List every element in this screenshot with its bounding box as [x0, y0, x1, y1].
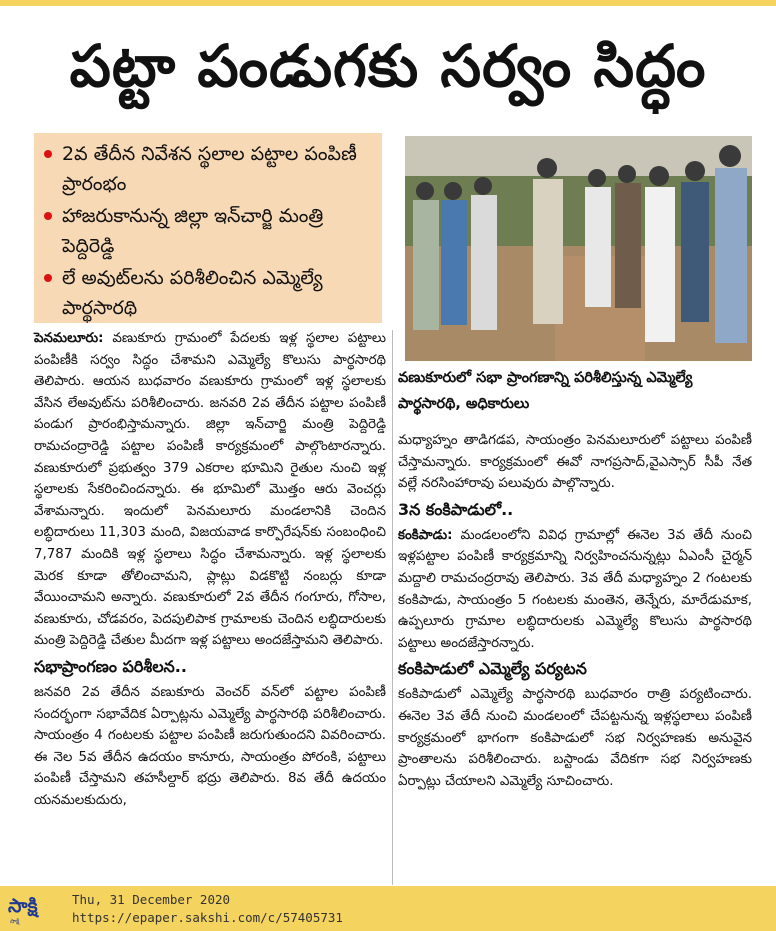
bullet-icon: [44, 212, 52, 220]
subheading: సభాప్రాంగణం పరిశీలన..: [34, 656, 187, 676]
sakshi-logo[interactable]: [6, 890, 62, 926]
bullet-icon: [44, 274, 52, 282]
photo-illustration: [405, 136, 752, 361]
highlight-item: [44, 201, 376, 261]
subheading: 3న కంకిపాడులో..: [398, 499, 514, 519]
footer-bar: [0, 886, 776, 931]
bullet-icon: [44, 150, 52, 158]
article-paragraph: [398, 525, 752, 655]
article-paragraph: జనవరి 2వ తేదీన వణుకూరు వెంచర్ వన్‌లో పట్టాల పంపిణీ సందర్భంగా సభావేదిక ఏర్పాట్లను ఎమ్మెల్యే పార్థసారథి పరిశీలించారు. సాయంత్రం 4 గంటలకు పట్టాల పంపిణీ జరుగుతుందని వివరించారు. ఈ నెల 5వ తేదీన ఉదయం కానూరు, సాయంత్రం పోరంకి, పట్టాలు పంపిణీ చేస్తామని తహసీల్దార్ భద్రు తెలిపారు. 8వ తేదీ ఉదయం యనమలకుదురు,: [34, 684, 386, 808]
column-divider: [392, 330, 393, 885]
news-photo: [405, 136, 752, 361]
highlight-text: లే అవుట్‌లను పరిశీలించిన ఎమ్మెల్యే పార్థసారథి: [62, 267, 323, 319]
subheading: కంకిపాడులో ఎమ్మెల్యే పర్యటన: [398, 659, 587, 679]
top-accent-bar: [0, 0, 776, 6]
paragraph-text: మండలంలోని వివిధ గ్రామాల్లో ఈనెల 3వ తేదీ నుంచి ఇళ్లపట్టాల పంపిణీ కార్యక్రమాన్ని నిర్వహించనున్నట్లు ఏఎంసీ చైర్మన్ మద్దాలి రామచంద్రరావు తెలిపారు. 3వ తేదీ మధ్యాహ్నం 2 గంటలకు కంకిపాడు, సాయంత్రం 5 గంటలకు మంతెన, తెన్నేరు, మారేడుమాక, ఉప్పలూరు గ్రామాల లబ్ధిదారులకు ఎమ్మెల్యే కొలుసు పార్థసారథి పట్టాలు అందజేస్తారన్నారు.: [398, 527, 752, 651]
headline: పట్టా పండుగకు సర్వం సిద్ధం: [69, 32, 707, 100]
article-column-right: [398, 430, 752, 794]
edition-date: Thu, 31 December 2020: [72, 892, 231, 907]
dateline: పెనమలూరు:: [34, 331, 104, 346]
highlight-item: [44, 263, 376, 323]
article-paragraph: కంకిపాడులో ఎమ్మెల్యే పార్థసారథి బుధవారం రాత్రి పర్యటించారు. ఈనెల 3వ తేదీ నుంచి మండలంలో చేపట్టనున్న ఇళ్లస్థలాలు పంపిణీ కార్యక్రమంలో భాగంగా కంకిపాడులో సభ నిర్వహణకు అనువైన ప్రాంతాలను పరిశీలించారు. బస్టాండు వేదికగా సభ నిర్వహణకు ఏర్పాట్లు చేయాలని ఎమ్మెల్యే సూచించారు.: [398, 687, 752, 789]
paragraph-text: వణుకూరు గ్రామంలో పేదలకు ఇళ్ల స్థలాల పట్టాలు పంపిణీకి సర్వం సిద్ధం చేశామని ఎమ్మెల్యే కొలుసు పార్థసారథి తెలిపారు. ఆయన బుధవారం వణుకూరు గ్రామంలో ఇళ్ల స్థలాలకు వేసిన లేఅవుట్‌ను పరిశీలించారు. జనవరి 2వ తేదీన పట్టాల పంపిణీ పండుగ ప్రారంభిస్తామన్నారు. జిల్లా ఇన్‌చార్జి మంత్రి పెద్దిరెడ్డి రామచంద్రారెడ్డి పట్టాల పంపిణీ కార్యక్రమంలో పాల్గొంటారన్నారు. వణుకూరులో ప్రభుత్వం 379 ఎకరాల భూమిని రైతుల నుంచి ఇళ్ల స్థలాలకు సేకరించిందన్నారు. ఈ భూమిలో మొత్తం ఆరు వెంచర్లు వేశామన్నారు. ఇందులో పెనమలూరు మండలానికి చెందిన లబ్ధిదారులు 11,303 మంది, విజయవాడ కార్పొరేషన్‌కు సంబంధించి 7,787 మందికి ఇళ్ల స్థలాలు సిద్ధం చేశామన్నారు. ఇళ్ల స్థలాలకు మెరక కూడా తోలించామని, ప్లాట్లు విడకొట్టి నంబర్లు కూడా వేయించామని అన్నారు. వణుకూరులో 2వ తేదీన గంగూరు, గోసాల, వణుకూరు, చోడవరం, పెదపులిపాక గ్రామాలకు చెందిన లబ్ధిదారులకు మంత్రి పెద్దిరెడ్డి చేతుల మీదగా ఇళ్ల పట్టాలు అందజేస్తామని తెలిపారు.: [34, 331, 386, 649]
article-paragraph: [34, 328, 386, 652]
logo-text: సాక్షి: [8, 895, 38, 917]
highlights-box: [34, 133, 382, 323]
article-column-left: [34, 328, 386, 813]
dateline: కంకిపాడు:: [398, 527, 453, 543]
highlight-item: [44, 139, 376, 199]
highlight-text: హాజరుకానున్న జిల్లా ఇన్‌చార్జి మంత్రి పెద్దిరెడ్డి: [62, 205, 324, 257]
logo-subtext: సాక్షి: [10, 918, 20, 925]
epaper-link[interactable]: https://epaper.sakshi.com/c/57405731: [72, 910, 343, 925]
highlight-text: 2వ తేదీన నివేశన స్థలాల పట్టాల పంపిణీ ప్రారంభం: [62, 143, 357, 195]
article-paragraph: మధ్యాహ్నం తాడిగడప, సాయంత్రం పెనమలూరులో పట్టాలు పంపిణీ చేస్తామన్నారు. కార్యక్రమంలో ఈవో నాగప్రసాద్,వైఎస్సార్ సీపీ నేత వల్లే నరసింహారావు పలువురు పాల్గొన్నారు.: [398, 433, 752, 492]
photo-caption: వణుకూరులో సభా ప్రాంగణాన్ని పరిశీలిస్తున్న ఎమ్మెల్యే పార్థసారథి, అధికారులు: [398, 370, 693, 412]
